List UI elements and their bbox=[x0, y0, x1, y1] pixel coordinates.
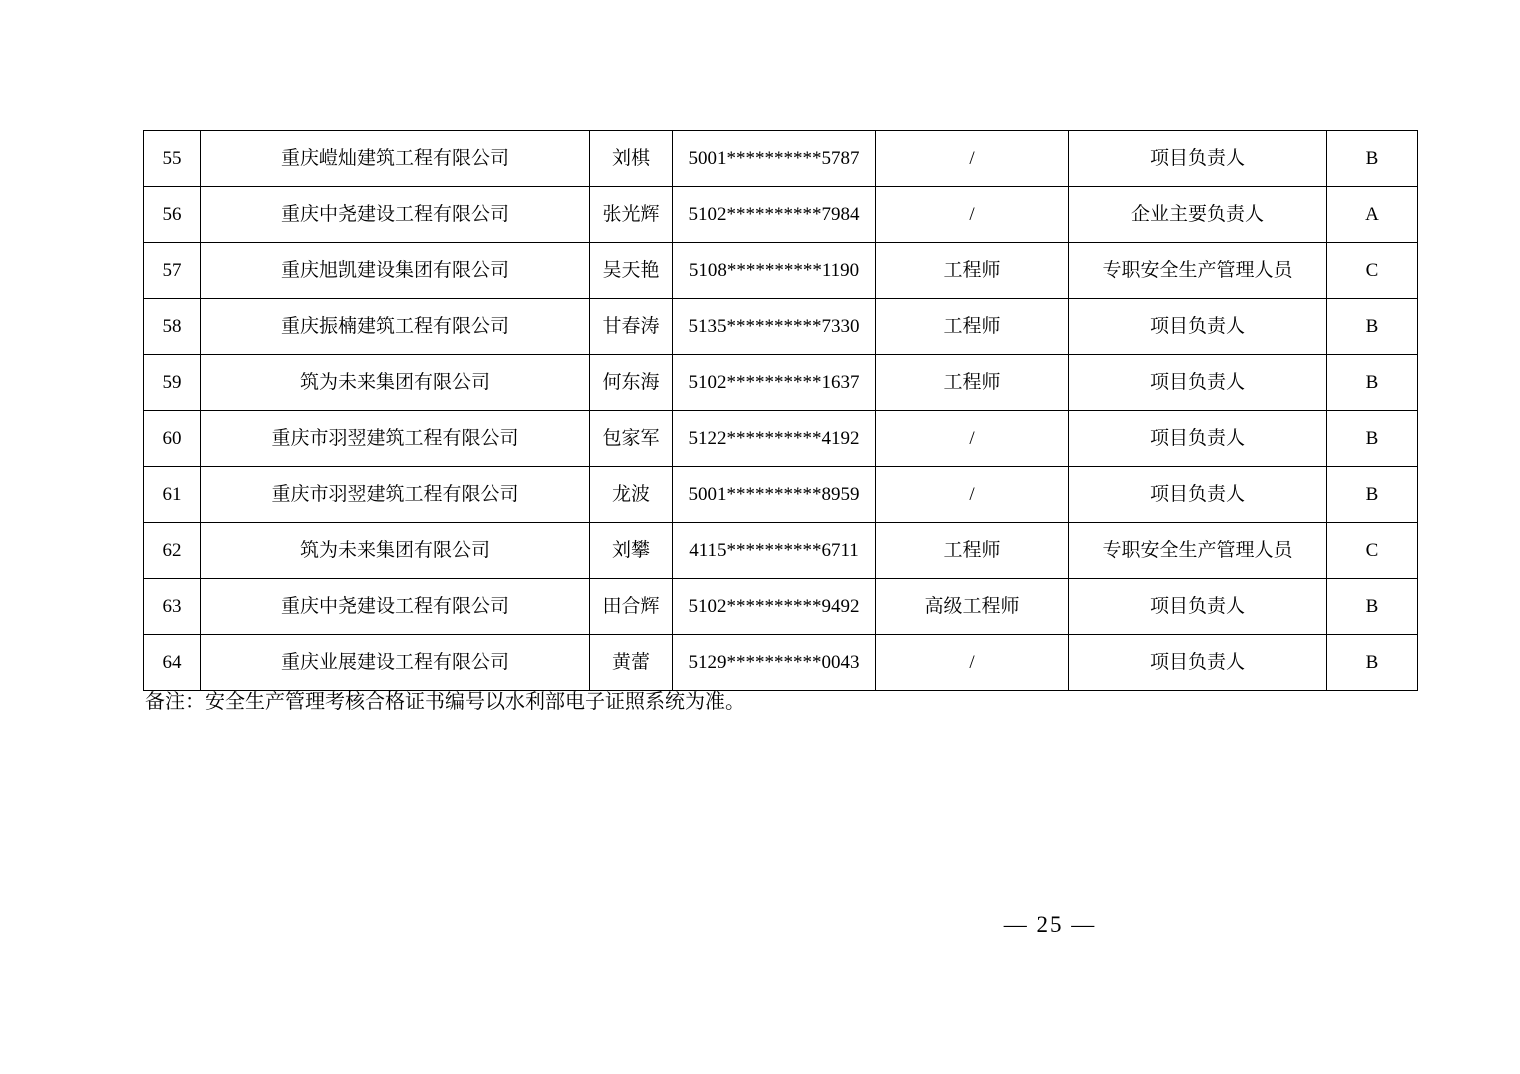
row-id-number: 5129**********0043 bbox=[673, 635, 876, 691]
row-company: 筑为未来集团有限公司 bbox=[201, 355, 590, 411]
row-index: 62 bbox=[144, 523, 201, 579]
table-row bbox=[144, 131, 1418, 187]
row-company: 重庆旭凯建设集团有限公司 bbox=[201, 243, 590, 299]
personnel-table bbox=[143, 130, 1418, 691]
row-index: 60 bbox=[144, 411, 201, 467]
row-name: 何东海 bbox=[590, 355, 673, 411]
row-title: / bbox=[876, 467, 1069, 523]
row-title: 工程师 bbox=[876, 299, 1069, 355]
row-index: 63 bbox=[144, 579, 201, 635]
row-grade: B bbox=[1327, 467, 1418, 523]
row-company: 重庆中尧建设工程有限公司 bbox=[201, 187, 590, 243]
row-name: 龙波 bbox=[590, 467, 673, 523]
row-role: 专职安全生产管理人员 bbox=[1069, 523, 1327, 579]
row-name: 田合辉 bbox=[590, 579, 673, 635]
personnel-table-body bbox=[144, 131, 1418, 691]
row-index: 56 bbox=[144, 187, 201, 243]
row-grade: B bbox=[1327, 579, 1418, 635]
row-role: 项目负责人 bbox=[1069, 635, 1327, 691]
row-index: 58 bbox=[144, 299, 201, 355]
table-row bbox=[144, 579, 1418, 635]
row-id-number: 5135**********7330 bbox=[673, 299, 876, 355]
row-grade: A bbox=[1327, 187, 1418, 243]
row-index: 57 bbox=[144, 243, 201, 299]
row-id-number: 5122**********4192 bbox=[673, 411, 876, 467]
table-row bbox=[144, 187, 1418, 243]
row-role: 项目负责人 bbox=[1069, 131, 1327, 187]
table-row bbox=[144, 299, 1418, 355]
row-id-number: 4115**********6711 bbox=[673, 523, 876, 579]
row-id-number: 5102**********7984 bbox=[673, 187, 876, 243]
row-title: / bbox=[876, 411, 1069, 467]
table-row bbox=[144, 411, 1418, 467]
table-row bbox=[144, 635, 1418, 691]
row-name: 张光辉 bbox=[590, 187, 673, 243]
row-id-number: 5102**********9492 bbox=[673, 579, 876, 635]
row-id-number: 5108**********1190 bbox=[673, 243, 876, 299]
row-company: 重庆中尧建设工程有限公司 bbox=[201, 579, 590, 635]
row-company: 重庆市羽翌建筑工程有限公司 bbox=[201, 467, 590, 523]
row-name: 刘攀 bbox=[590, 523, 673, 579]
row-grade: C bbox=[1327, 243, 1418, 299]
personnel-table-container bbox=[143, 130, 1417, 691]
row-name: 刘棋 bbox=[590, 131, 673, 187]
row-name: 包家军 bbox=[590, 411, 673, 467]
row-index: 61 bbox=[144, 467, 201, 523]
page-number bbox=[0, 912, 1520, 938]
row-role: 项目负责人 bbox=[1069, 467, 1327, 523]
table-row bbox=[144, 523, 1418, 579]
row-grade: B bbox=[1327, 299, 1418, 355]
row-name: 黄蕾 bbox=[590, 635, 673, 691]
row-name: 吴天艳 bbox=[590, 243, 673, 299]
row-company: 重庆市羽翌建筑工程有限公司 bbox=[201, 411, 590, 467]
row-index: 55 bbox=[144, 131, 201, 187]
row-grade: C bbox=[1327, 523, 1418, 579]
table-row bbox=[144, 243, 1418, 299]
row-title: / bbox=[876, 131, 1069, 187]
row-id-number: 5001**********5787 bbox=[673, 131, 876, 187]
row-title: / bbox=[876, 635, 1069, 691]
row-title: 工程师 bbox=[876, 243, 1069, 299]
row-title: 高级工程师 bbox=[876, 579, 1069, 635]
row-role: 项目负责人 bbox=[1069, 411, 1327, 467]
row-title: 工程师 bbox=[876, 523, 1069, 579]
row-role: 项目负责人 bbox=[1069, 299, 1327, 355]
row-role: 专职安全生产管理人员 bbox=[1069, 243, 1327, 299]
row-company: 重庆业展建设工程有限公司 bbox=[201, 635, 590, 691]
table-row bbox=[144, 467, 1418, 523]
page-number-text: — 25 — bbox=[1003, 912, 1097, 937]
row-title: / bbox=[876, 187, 1069, 243]
row-role: 项目负责人 bbox=[1069, 355, 1327, 411]
row-company: 重庆嵦灿建筑工程有限公司 bbox=[201, 131, 590, 187]
row-grade: B bbox=[1327, 411, 1418, 467]
row-index: 64 bbox=[144, 635, 201, 691]
row-title: 工程师 bbox=[876, 355, 1069, 411]
row-company: 重庆振楠建筑工程有限公司 bbox=[201, 299, 590, 355]
row-grade: B bbox=[1327, 635, 1418, 691]
row-id-number: 5001**********8959 bbox=[673, 467, 876, 523]
table-note: 备注：安全生产管理考核合格证书编号以水利部电子证照系统为准。 bbox=[145, 691, 745, 713]
row-role: 项目负责人 bbox=[1069, 579, 1327, 635]
table-row bbox=[144, 355, 1418, 411]
row-grade: B bbox=[1327, 355, 1418, 411]
row-name: 甘春涛 bbox=[590, 299, 673, 355]
row-id-number: 5102**********1637 bbox=[673, 355, 876, 411]
row-index: 59 bbox=[144, 355, 201, 411]
row-role: 企业主要负责人 bbox=[1069, 187, 1327, 243]
row-company: 筑为未来集团有限公司 bbox=[201, 523, 590, 579]
row-grade: B bbox=[1327, 131, 1418, 187]
